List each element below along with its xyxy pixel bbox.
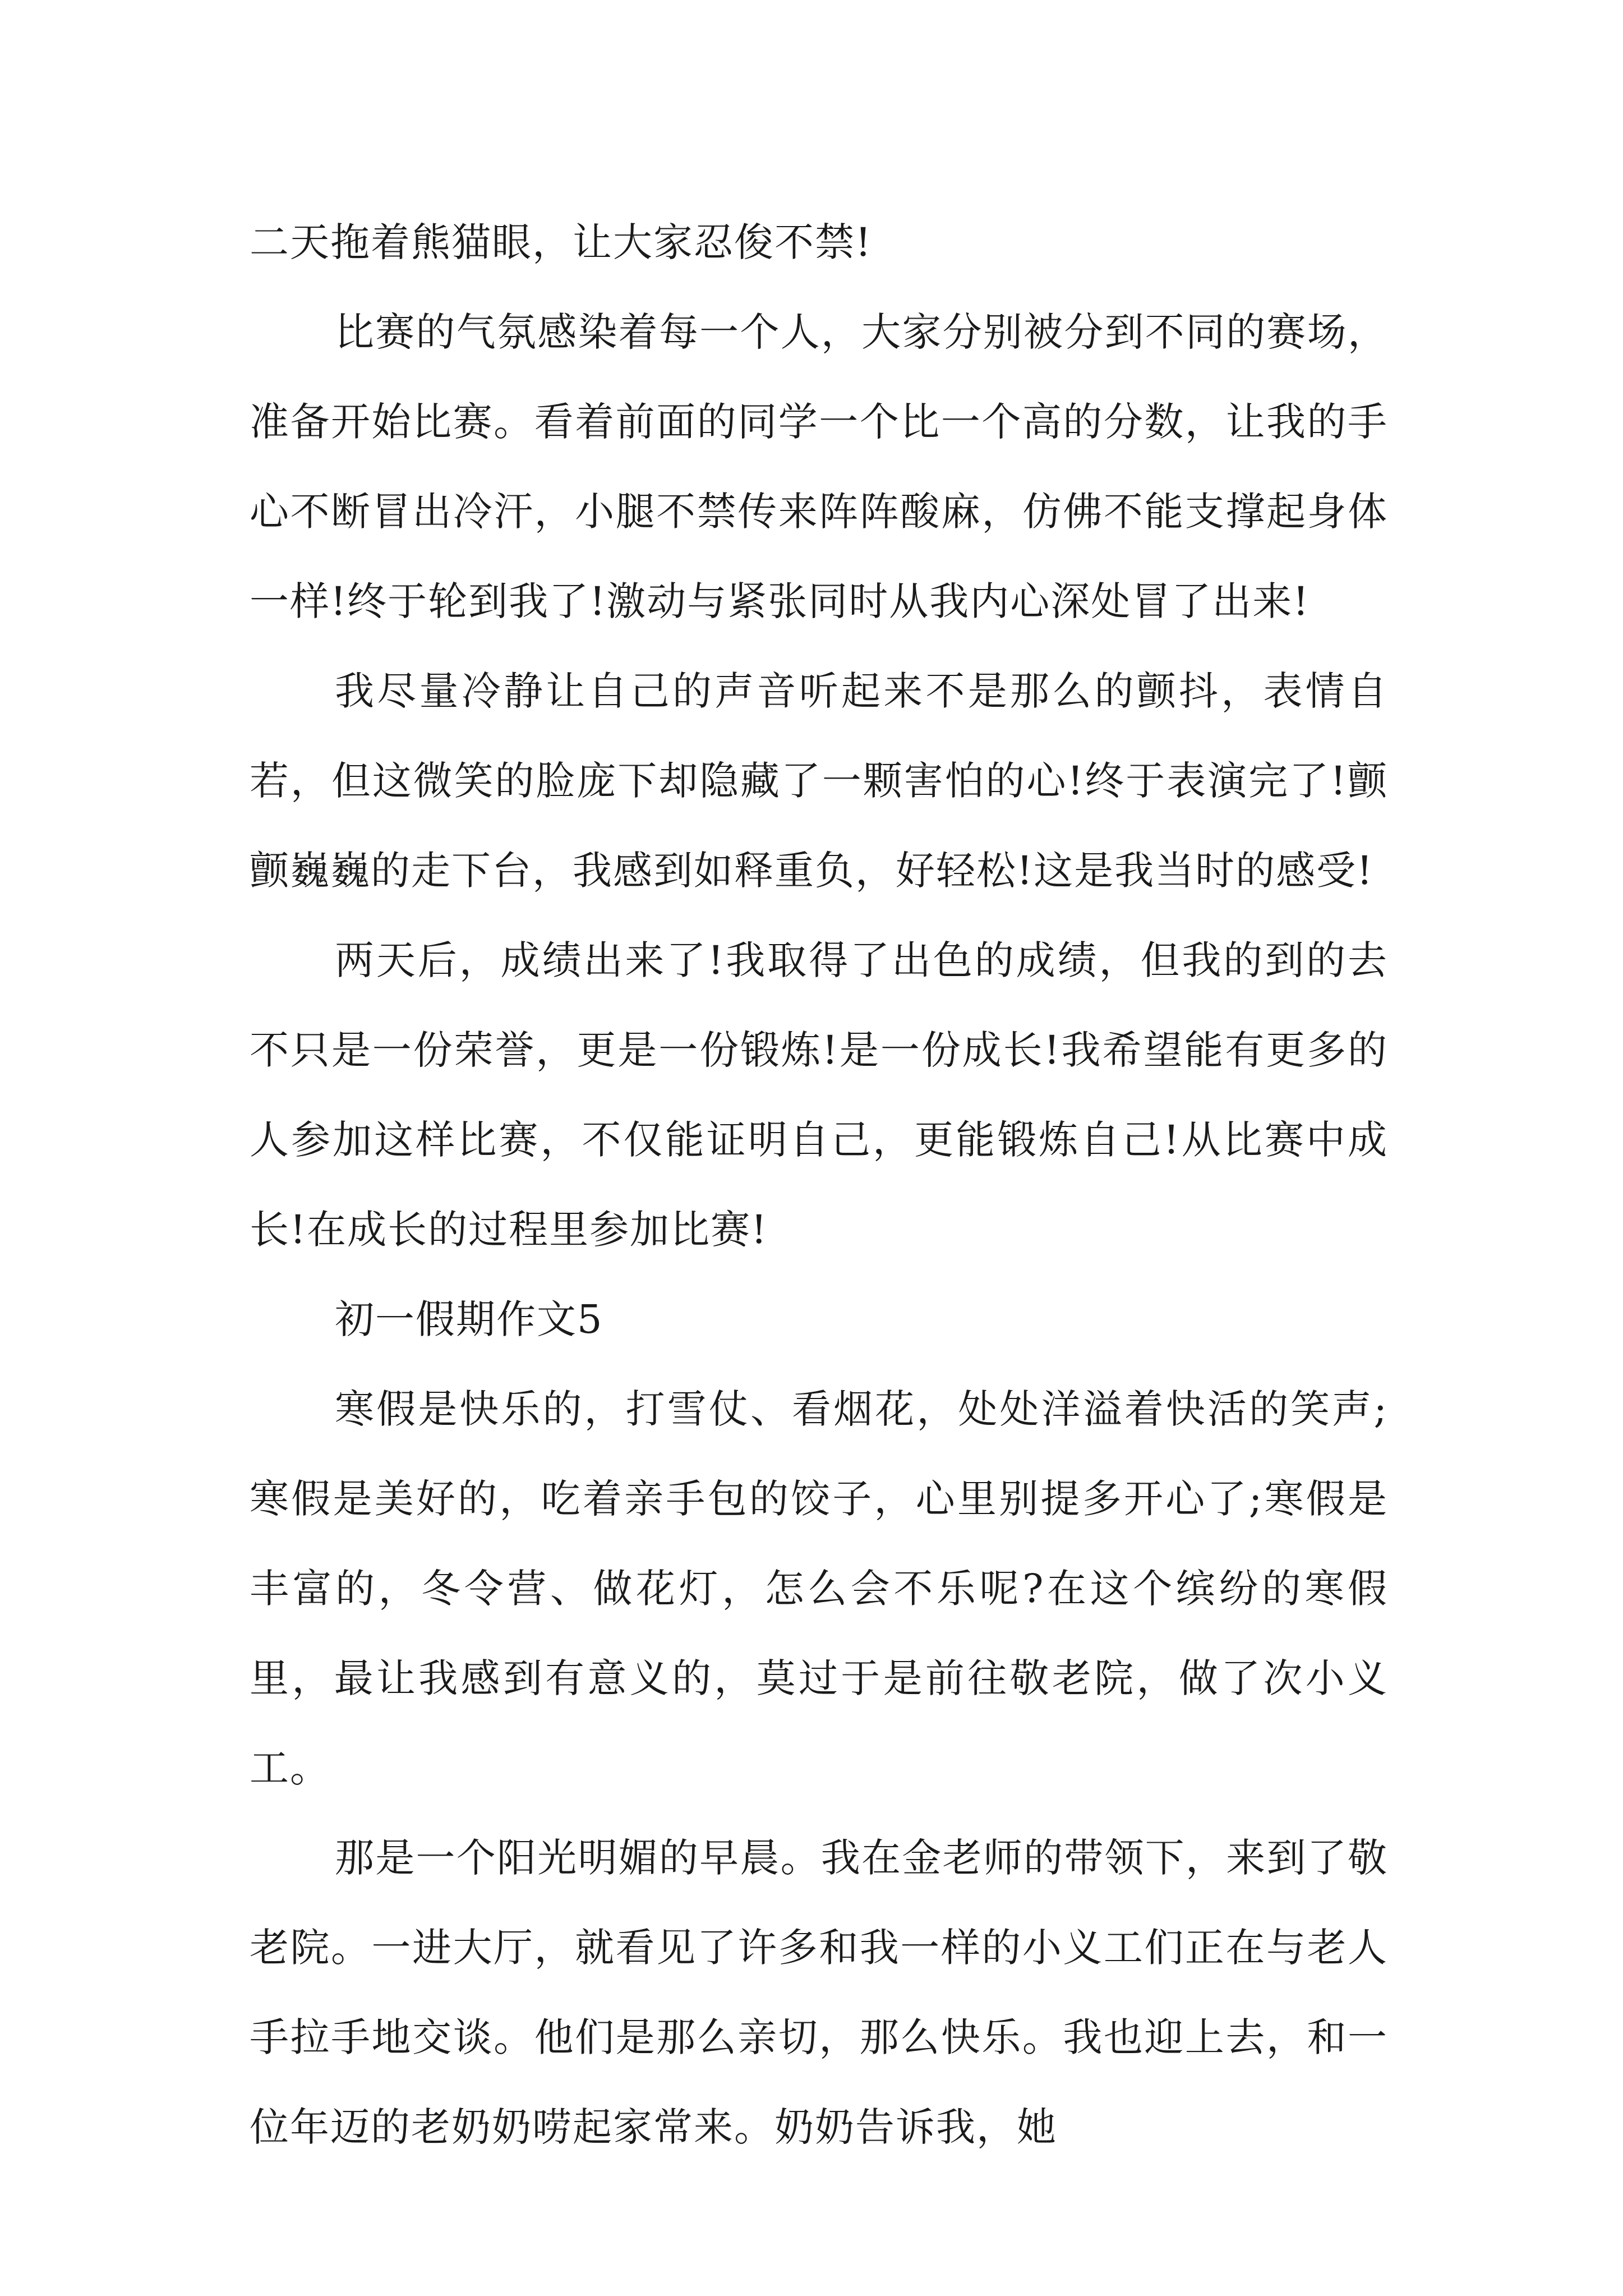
- paragraph-continuation: 二天拖着熊猫眼，让大家忍俊不禁!: [250, 219, 873, 265]
- paragraph: 寒假是快乐的，打雪仗、看烟花，处处洋溢着快活的笑声;寒假是美好的，吃着亲手包的饺子，心里别提多开心了;寒假是丰富的，冬令营、做花灯，怎么会不乐呢?在这个缤纷的寒假里，最让我感到有意义的，莫过于是前往敬老院，做了次小义工。: [250, 1386, 1388, 1791]
- paragraph: 我尽量冷静让自己的声音听起来不是那么的颤抖，表情自若，但这微笑的脸庞下却隐藏了一颗害怕的心!终于表演完了!颤颤巍巍的走下台，我感到如释重负，好轻松!这是我当时的感受!: [250, 668, 1388, 894]
- document-body: [250, 197, 1388, 2172]
- paragraph: 那是一个阳光明媚的早晨。我在金老师的带领下，来到了敬老院。一进大厅，就看见了许多和我一样的小义工们正在与老人手拉手地交谈。他们是那么亲切，那么快乐。我也迎上去，和一位年迈的老奶奶唠起家常来。奶奶告诉我，她: [250, 1835, 1388, 2150]
- paragraph: 比赛的气氛感染着每一个人，大家分别被分到不同的赛场，准备开始比赛。看着前面的同学一个比一个高的分数，让我的手心不断冒出冷汗，小腿不禁传来阵阵酸麻，仿佛不能支撑起身体一样!终于轮到我了!激动与紧张同时从我内心深处冒了出来!: [250, 309, 1388, 624]
- paragraph: 两天后，成绩出来了!我取得了出色的成绩，但我的到的去不只是一份荣誉，更是一份锻炼!是一份成长!我希望能有更多的人参加这样比赛，不仅能证明自己，更能锻炼自己!从比赛中成长!在成长的过程里参加比赛!: [250, 937, 1388, 1253]
- section-heading: 初一假期作文5: [335, 1296, 603, 1342]
